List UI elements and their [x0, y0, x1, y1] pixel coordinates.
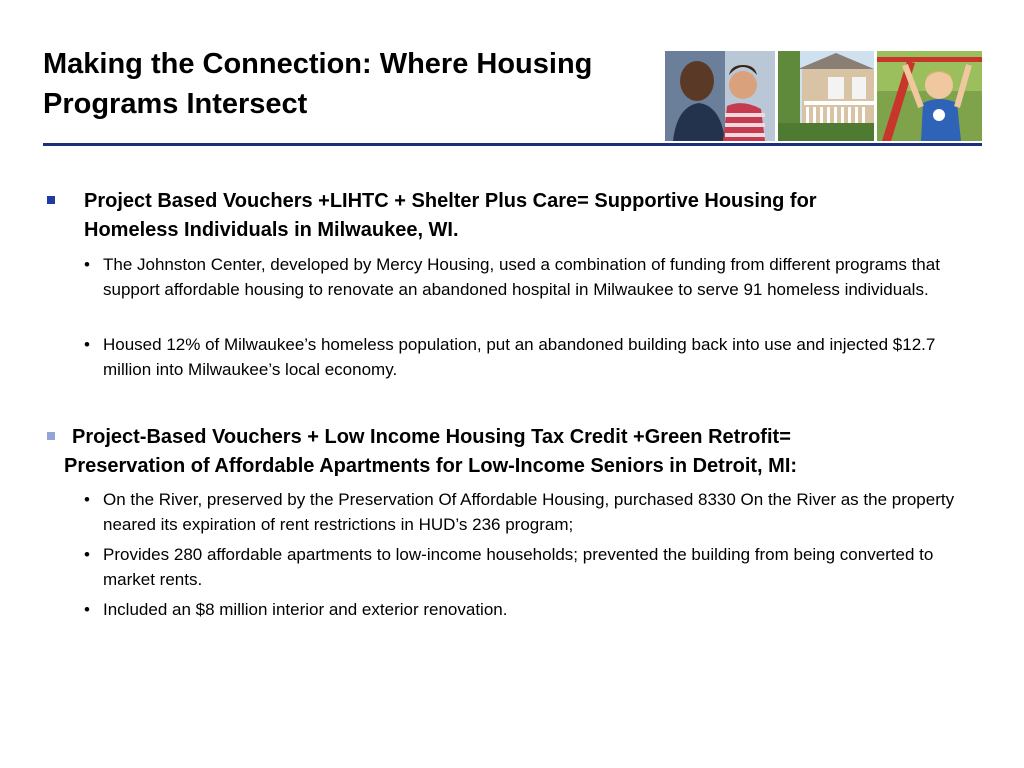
title-line-1: Making the Connection: Where Housing — [43, 48, 593, 80]
section-1-heading — [84, 187, 984, 245]
list-item-text: Provides 280 affordable apartments to low-income households; prevented the building from being converted to market rents. — [103, 545, 934, 589]
list-item — [84, 252, 979, 302]
list-item — [84, 542, 979, 592]
bullet-dot-icon: • — [84, 490, 90, 509]
section-1-heading-line-2: Homeless Individuals in Milwaukee, WI. — [84, 219, 459, 241]
house-photo — [778, 51, 874, 141]
list-item-text: Housed 12% of Milwaukee’s homeless population, put an abandoned building back into use and injected $12.7 million into Milwaukee’s local economy. — [103, 335, 936, 379]
list-item-text: Included an $8 million interior and exterior renovation. — [103, 600, 508, 619]
bullet-dot-icon: • — [84, 545, 90, 564]
family-photo — [665, 51, 775, 141]
list-item — [84, 332, 979, 382]
list-item — [84, 487, 979, 537]
title-divider — [43, 143, 982, 146]
child-playground-photo — [877, 51, 982, 141]
section-2-heading — [64, 423, 984, 481]
section-2-heading-line-2: Preservation of Affordable Apartments for Low-Income Seniors in Detroit, MI: — [64, 455, 798, 477]
bullet-dot-icon: • — [84, 600, 90, 619]
square-bullet-icon — [47, 432, 55, 440]
square-bullet-icon — [47, 196, 55, 204]
list-item-text: The Johnston Center, developed by Mercy Housing, used a combination of funding from different programs that support affordable housing to renovate an abandoned hospital in Milwaukee to serve 91 homeless individuals. — [103, 255, 940, 299]
bullet-dot-icon: • — [84, 335, 90, 354]
section-1-heading-line-1: Project Based Vouchers +LIHTC + Shelter Plus Care= Supportive Housing for — [84, 190, 817, 212]
list-item-text: On the River, preserved by the Preservation Of Affordable Housing, purchased 8330 On the River as the property neared its expiration of rent restrictions in HUD’s 236 program; — [103, 490, 955, 534]
list-item — [84, 597, 979, 622]
bullet-dot-icon: • — [84, 255, 90, 274]
section-2-heading-line-1: Project-Based Vouchers + Low Income Housing Tax Credit +Green Retrofit= — [72, 426, 791, 448]
title-line-2: Programs Intersect — [43, 88, 308, 120]
slide-title — [43, 44, 663, 124]
header-photo-strip — [665, 51, 982, 141]
